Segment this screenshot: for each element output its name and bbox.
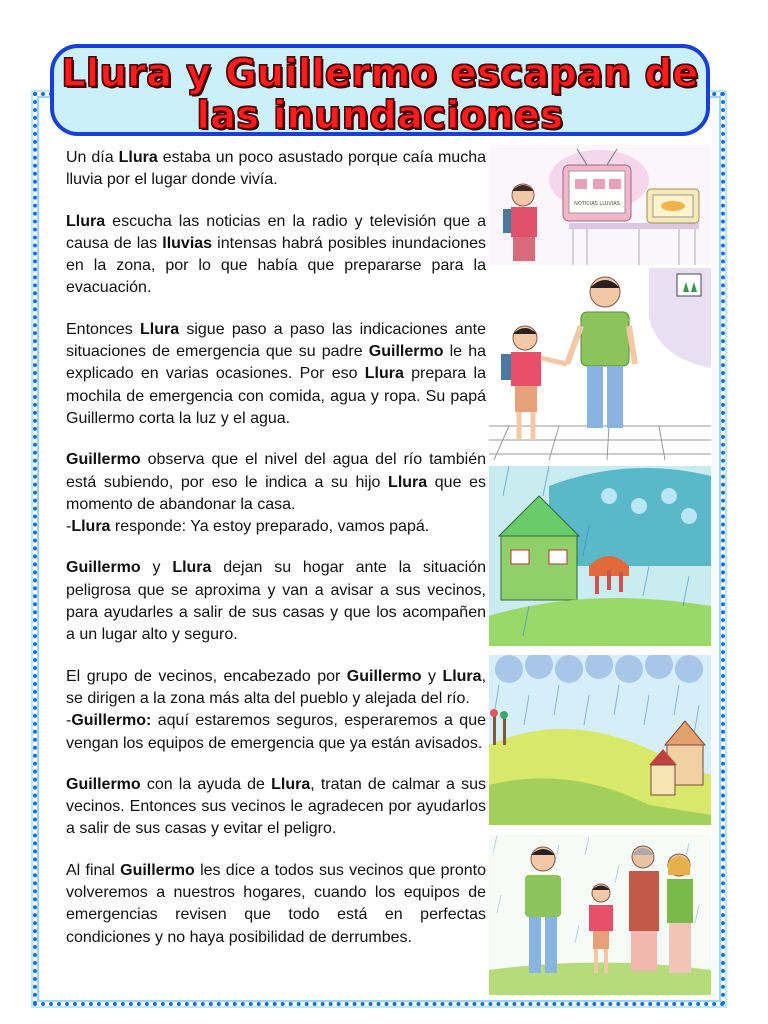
story-text-run: escucha las noticias en la radio y televisión que a causa de las <box>66 212 486 252</box>
tv-caption: NOTICIAS LLUVIAS <box>574 201 620 207</box>
story-text-run: y <box>140 559 173 577</box>
story-text-run: , se dirigen a la zona más alta del pueblo y alejada del río. <box>66 667 486 707</box>
story-paragraph <box>66 557 486 646</box>
story-text-run: Entonces <box>66 320 140 338</box>
page-title <box>54 48 706 136</box>
character-name: Llura <box>71 518 111 536</box>
story-text-run: le ha explicado en varias ocasiones. Por eso <box>66 343 486 383</box>
story-paragraph <box>66 666 486 755</box>
rain-hill-drawing <box>489 655 711 825</box>
story-text-run: aquí estaremos seguros, esperaremos a que vengan los equipos de emergencia que ya están avisados. <box>66 712 486 752</box>
story-text <box>66 147 486 990</box>
story-text-run: - <box>66 712 72 730</box>
story-text-run: intensas habrá posibles inundaciones en la zona, por lo que había que prepararse para la evacuación. <box>66 234 486 297</box>
story-paragraph <box>66 449 486 538</box>
rain-hill-illustration <box>489 655 711 825</box>
character-name: Guillermo <box>66 559 141 577</box>
story-paragraph <box>66 319 486 430</box>
story-paragraph <box>66 860 486 949</box>
story-text-run: Un día <box>66 149 119 166</box>
character-name: Guillermo: <box>71 712 152 730</box>
family-with-neighbors-drawing <box>489 835 711 995</box>
character-name: Llura <box>118 149 158 166</box>
title-banner <box>50 44 710 136</box>
flooded-village-illustration <box>489 466 711 646</box>
character-name: Guillermo <box>66 451 141 469</box>
character-name: Llura <box>364 365 404 383</box>
story-text-run: dejan su hogar ante la situación peligrosa que se aproxima y van a avisar a sus vecinos, para ayudarles a salir de sus casas y que los acompañen a un lugar alto y seguro. <box>66 559 486 644</box>
story-text-run: responde: Ya estoy preparado, vamos papá. <box>110 518 430 536</box>
story-text-run: sigue paso a paso las indicaciones ante situaciones de emergencia que su padre <box>66 320 486 361</box>
family-with-neighbors-illustration <box>489 835 711 995</box>
character-name: Llura <box>172 559 212 577</box>
character-name: Llura <box>271 775 311 793</box>
story-text-run: observa que el nivel del agua del río también está subiendo, por eso le indica a su hijo <box>66 451 486 491</box>
story-text-run: estaba un poco asustado porque caía mucha lluvia por el lugar donde vivía. <box>66 149 486 189</box>
father-and-son-illustration <box>489 268 711 460</box>
title-line-1: Llura y Guillermo escapan de <box>61 51 699 95</box>
character-name: Llura <box>66 212 106 230</box>
story-text-run: , tratan de calmar a sus vecinos. Entonces sus vecinos le agradecen por ayudarlos a salir de sus casas y evitar el peligro. <box>66 775 486 838</box>
boy-watching-tv-illustration <box>489 145 711 265</box>
character-name: Llura <box>442 667 482 685</box>
title-line-2: las inundaciones <box>196 93 564 137</box>
story-text-run: Al final <box>66 861 121 879</box>
character-name: lluvias <box>162 234 213 252</box>
character-name: Guillermo <box>346 667 422 685</box>
story-text-run: El grupo de vecinos, encabezado por <box>66 667 347 685</box>
story-text-run: con la ayuda de <box>140 775 272 793</box>
story-paragraph <box>66 774 486 841</box>
character-name: Guillermo <box>120 861 195 879</box>
story-text-run: - <box>66 518 72 536</box>
story-paragraph <box>66 211 486 300</box>
character-name: Llura <box>388 473 428 491</box>
story-text-run: que es momento de abandonar la casa. <box>66 473 486 513</box>
story-text-run: les dice a todos sus vecinos que pronto volveremos a nuestros hogares, cuando los equipos de emergencias revisen que todo está en perfectas condiciones y no haya posibilidad de derrumbes. <box>66 861 486 946</box>
character-name: Guillermo <box>66 775 141 793</box>
boy-watching-tv-drawing <box>489 145 711 265</box>
story-paragraph <box>66 147 486 192</box>
father-and-son-drawing <box>489 268 711 460</box>
story-text-run: y <box>421 667 443 685</box>
character-name: Llura <box>139 320 180 338</box>
flooded-village-drawing <box>489 466 711 646</box>
story-text-run: prepara la mochila de emergencia con comida, agua y ropa. Su papá Guillermo corta la luz y el agua. <box>66 365 486 427</box>
character-name: Guillermo <box>368 343 444 361</box>
